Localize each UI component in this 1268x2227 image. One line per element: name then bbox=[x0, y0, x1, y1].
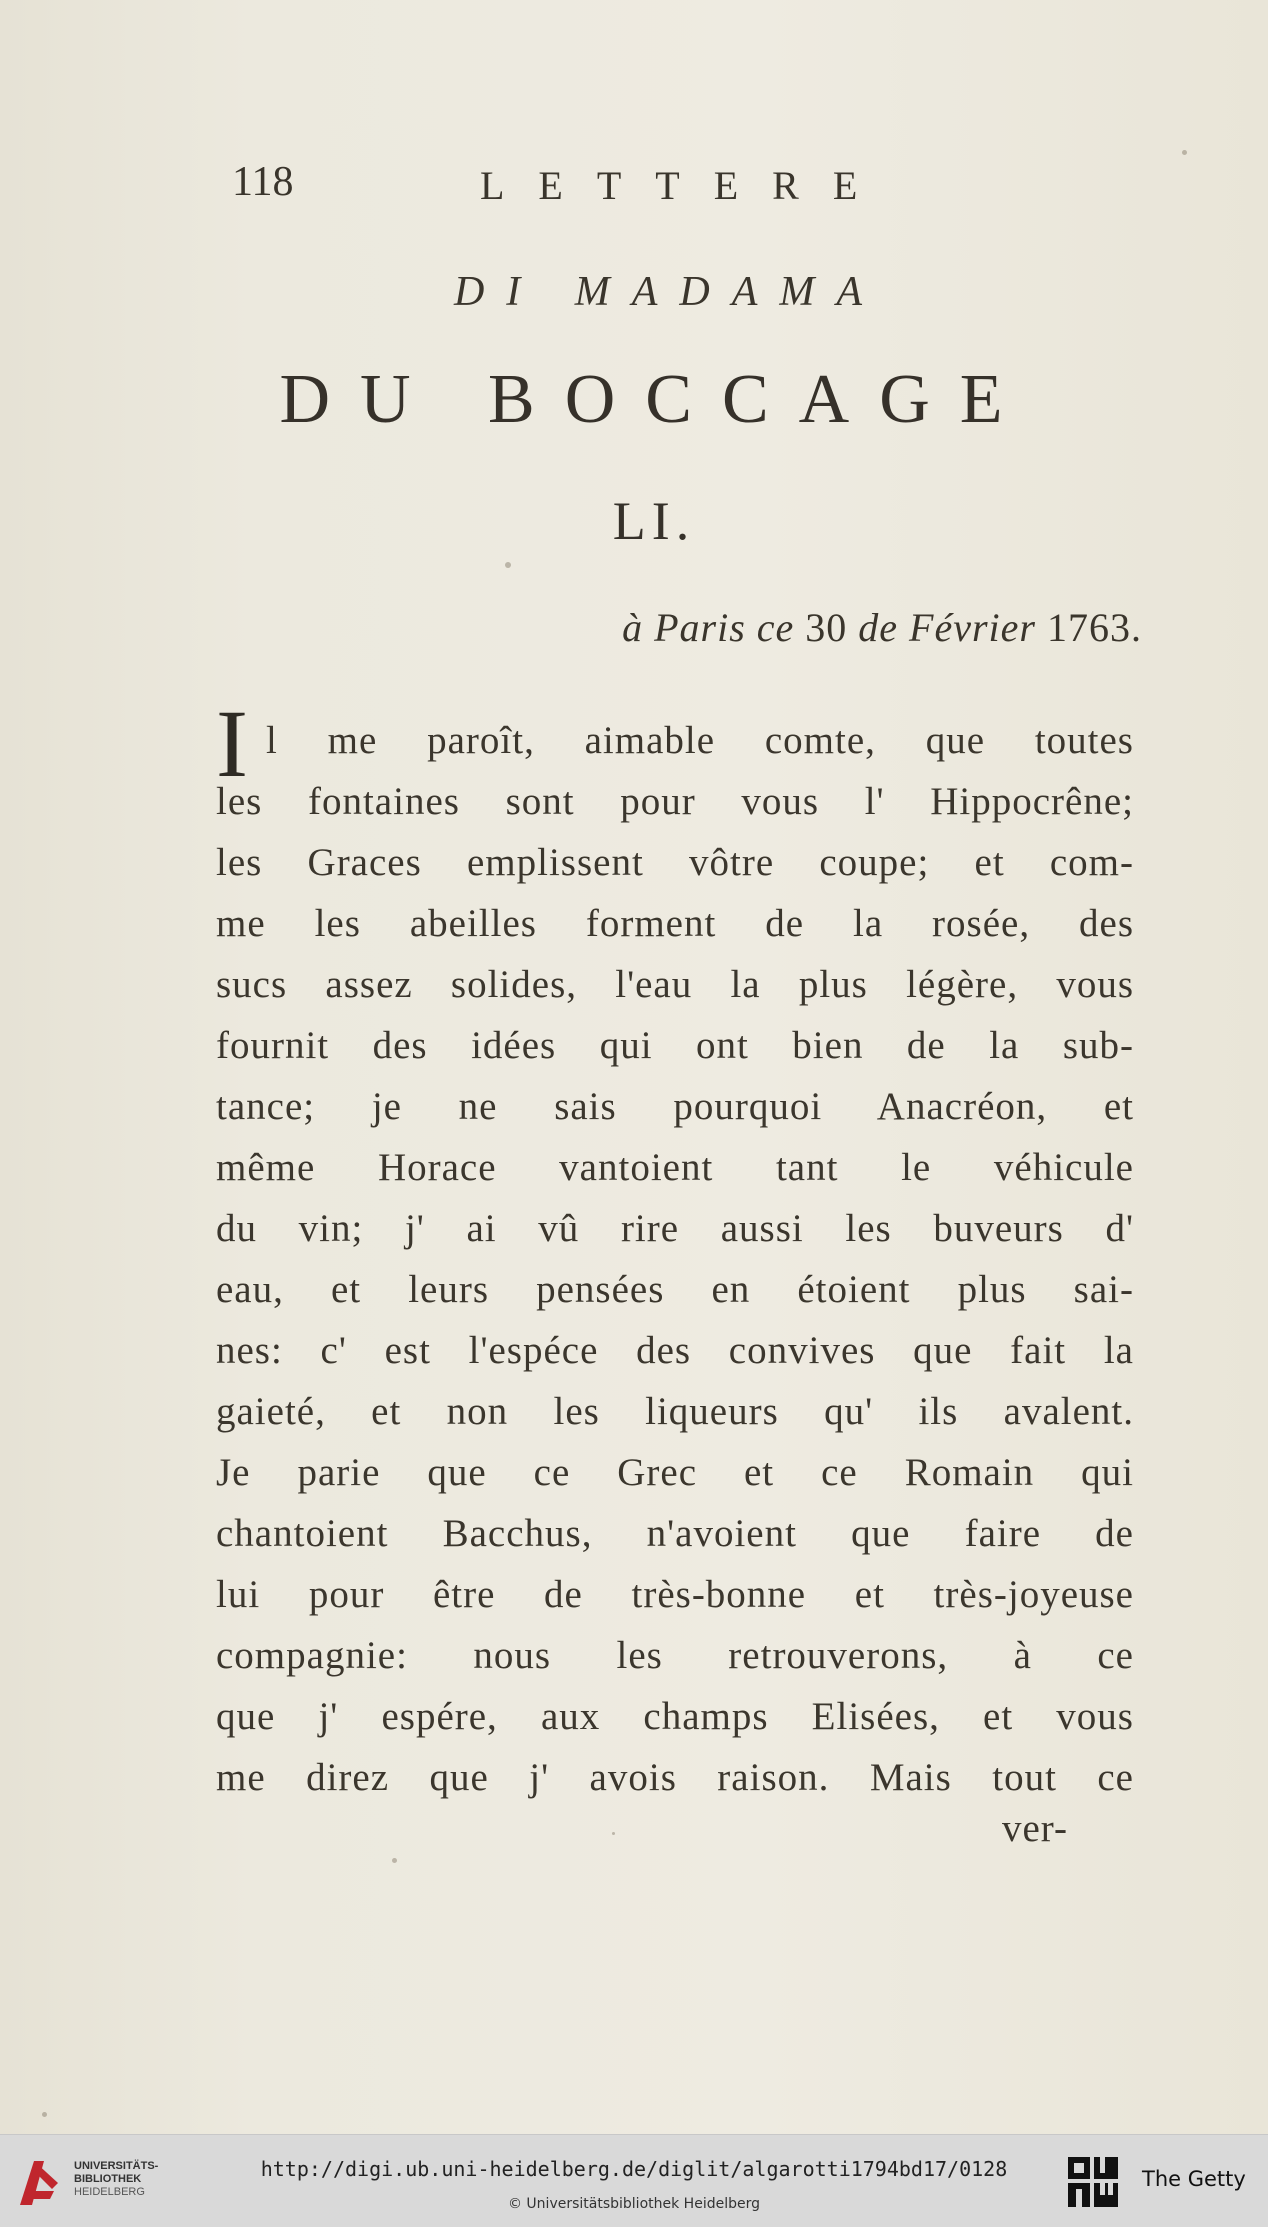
library-name-line1: UNIVERSITÄTS- bbox=[74, 2160, 159, 2172]
text-line: eau, et leurs pensées en étoient plus sai- bbox=[216, 1268, 1134, 1311]
text-line: l me paroît, aimable comte, que toutes bbox=[266, 719, 1134, 762]
text-line: que j' espére, aux champs Elisées, et vous bbox=[216, 1695, 1134, 1738]
paper-speck bbox=[42, 2112, 47, 2117]
paper-speck bbox=[392, 1858, 397, 1863]
dateline-place: à Paris ce bbox=[622, 605, 795, 650]
text-line: du vin; j' ai vû rire aussi les buveurs d' bbox=[216, 1207, 1134, 1250]
text-line: me les abeilles forment de la rosée, des bbox=[216, 902, 1134, 945]
page-number: 118 bbox=[232, 159, 294, 205]
text-line: nes: c' est l'espéce des convives que fait la bbox=[216, 1329, 1134, 1372]
drop-cap: I bbox=[216, 690, 248, 797]
text-line: Je parie que ce Grec et ce Romain qui bbox=[216, 1451, 1134, 1494]
text-line: même Horace vantoient tant le véhicule bbox=[216, 1146, 1134, 1189]
text-line: les fontaines sont pour vous l' Hippocrêne; bbox=[216, 780, 1134, 823]
partner-name: The Getty bbox=[1142, 2167, 1246, 2191]
permalink-url[interactable]: http://digi.ub.uni-heidelberg.de/diglit/algarotti1794bd17/0128 bbox=[260, 2157, 1008, 2181]
text-line: chantoient Bacchus, n'avoient que faire de bbox=[216, 1512, 1134, 1555]
library-name-line2: BIBLIOTHEK bbox=[74, 2173, 142, 2185]
text-line: les Graces emplissent vôtre coupe; et com- bbox=[216, 841, 1134, 884]
title-line-di-madama: DI MADAMA bbox=[453, 269, 885, 315]
running-title: LETTERE bbox=[480, 163, 892, 208]
dateline-month: de Février bbox=[858, 605, 1036, 650]
letter-body bbox=[216, 690, 1134, 1808]
text-line: lui pour être de très-bonne et très-joyeuse bbox=[216, 1573, 1134, 1616]
title-line-author: DU BOCCAGE bbox=[279, 361, 1033, 438]
paper-speck bbox=[612, 1832, 615, 1835]
text-line: compagnie: nous les retrouverons, à ce bbox=[216, 1634, 1134, 1677]
copyright-notice: © Universitätsbibliothek Heidelberg bbox=[507, 2196, 760, 2212]
text-line: tance; je ne sais pourquoi Anacréon, et bbox=[216, 1085, 1134, 1128]
dateline-year: 1763. bbox=[1047, 605, 1142, 650]
catchword: ver- bbox=[1001, 1807, 1068, 1850]
text-line: sucs assez solides, l'eau la plus légère, vous bbox=[216, 963, 1134, 1006]
text-line: fournit des idées qui ont bien de la sub- bbox=[216, 1024, 1134, 1067]
text-line: gaieté, et non les liqueurs qu' ils avalent. bbox=[216, 1390, 1134, 1433]
paper-speck bbox=[505, 562, 511, 568]
library-city: HEIDELBERG bbox=[74, 2186, 145, 2198]
digitization-footer bbox=[0, 2134, 1268, 2227]
dateline-day: 30 bbox=[805, 605, 848, 650]
letter-number: LI. bbox=[612, 491, 696, 551]
text-line: me direz que j' avois raison. Mais tout ce bbox=[216, 1756, 1134, 1799]
dateline bbox=[622, 604, 1142, 651]
running-header bbox=[232, 158, 892, 214]
paper-speck bbox=[1182, 150, 1187, 155]
getty-logo-icon bbox=[1066, 2155, 1120, 2209]
